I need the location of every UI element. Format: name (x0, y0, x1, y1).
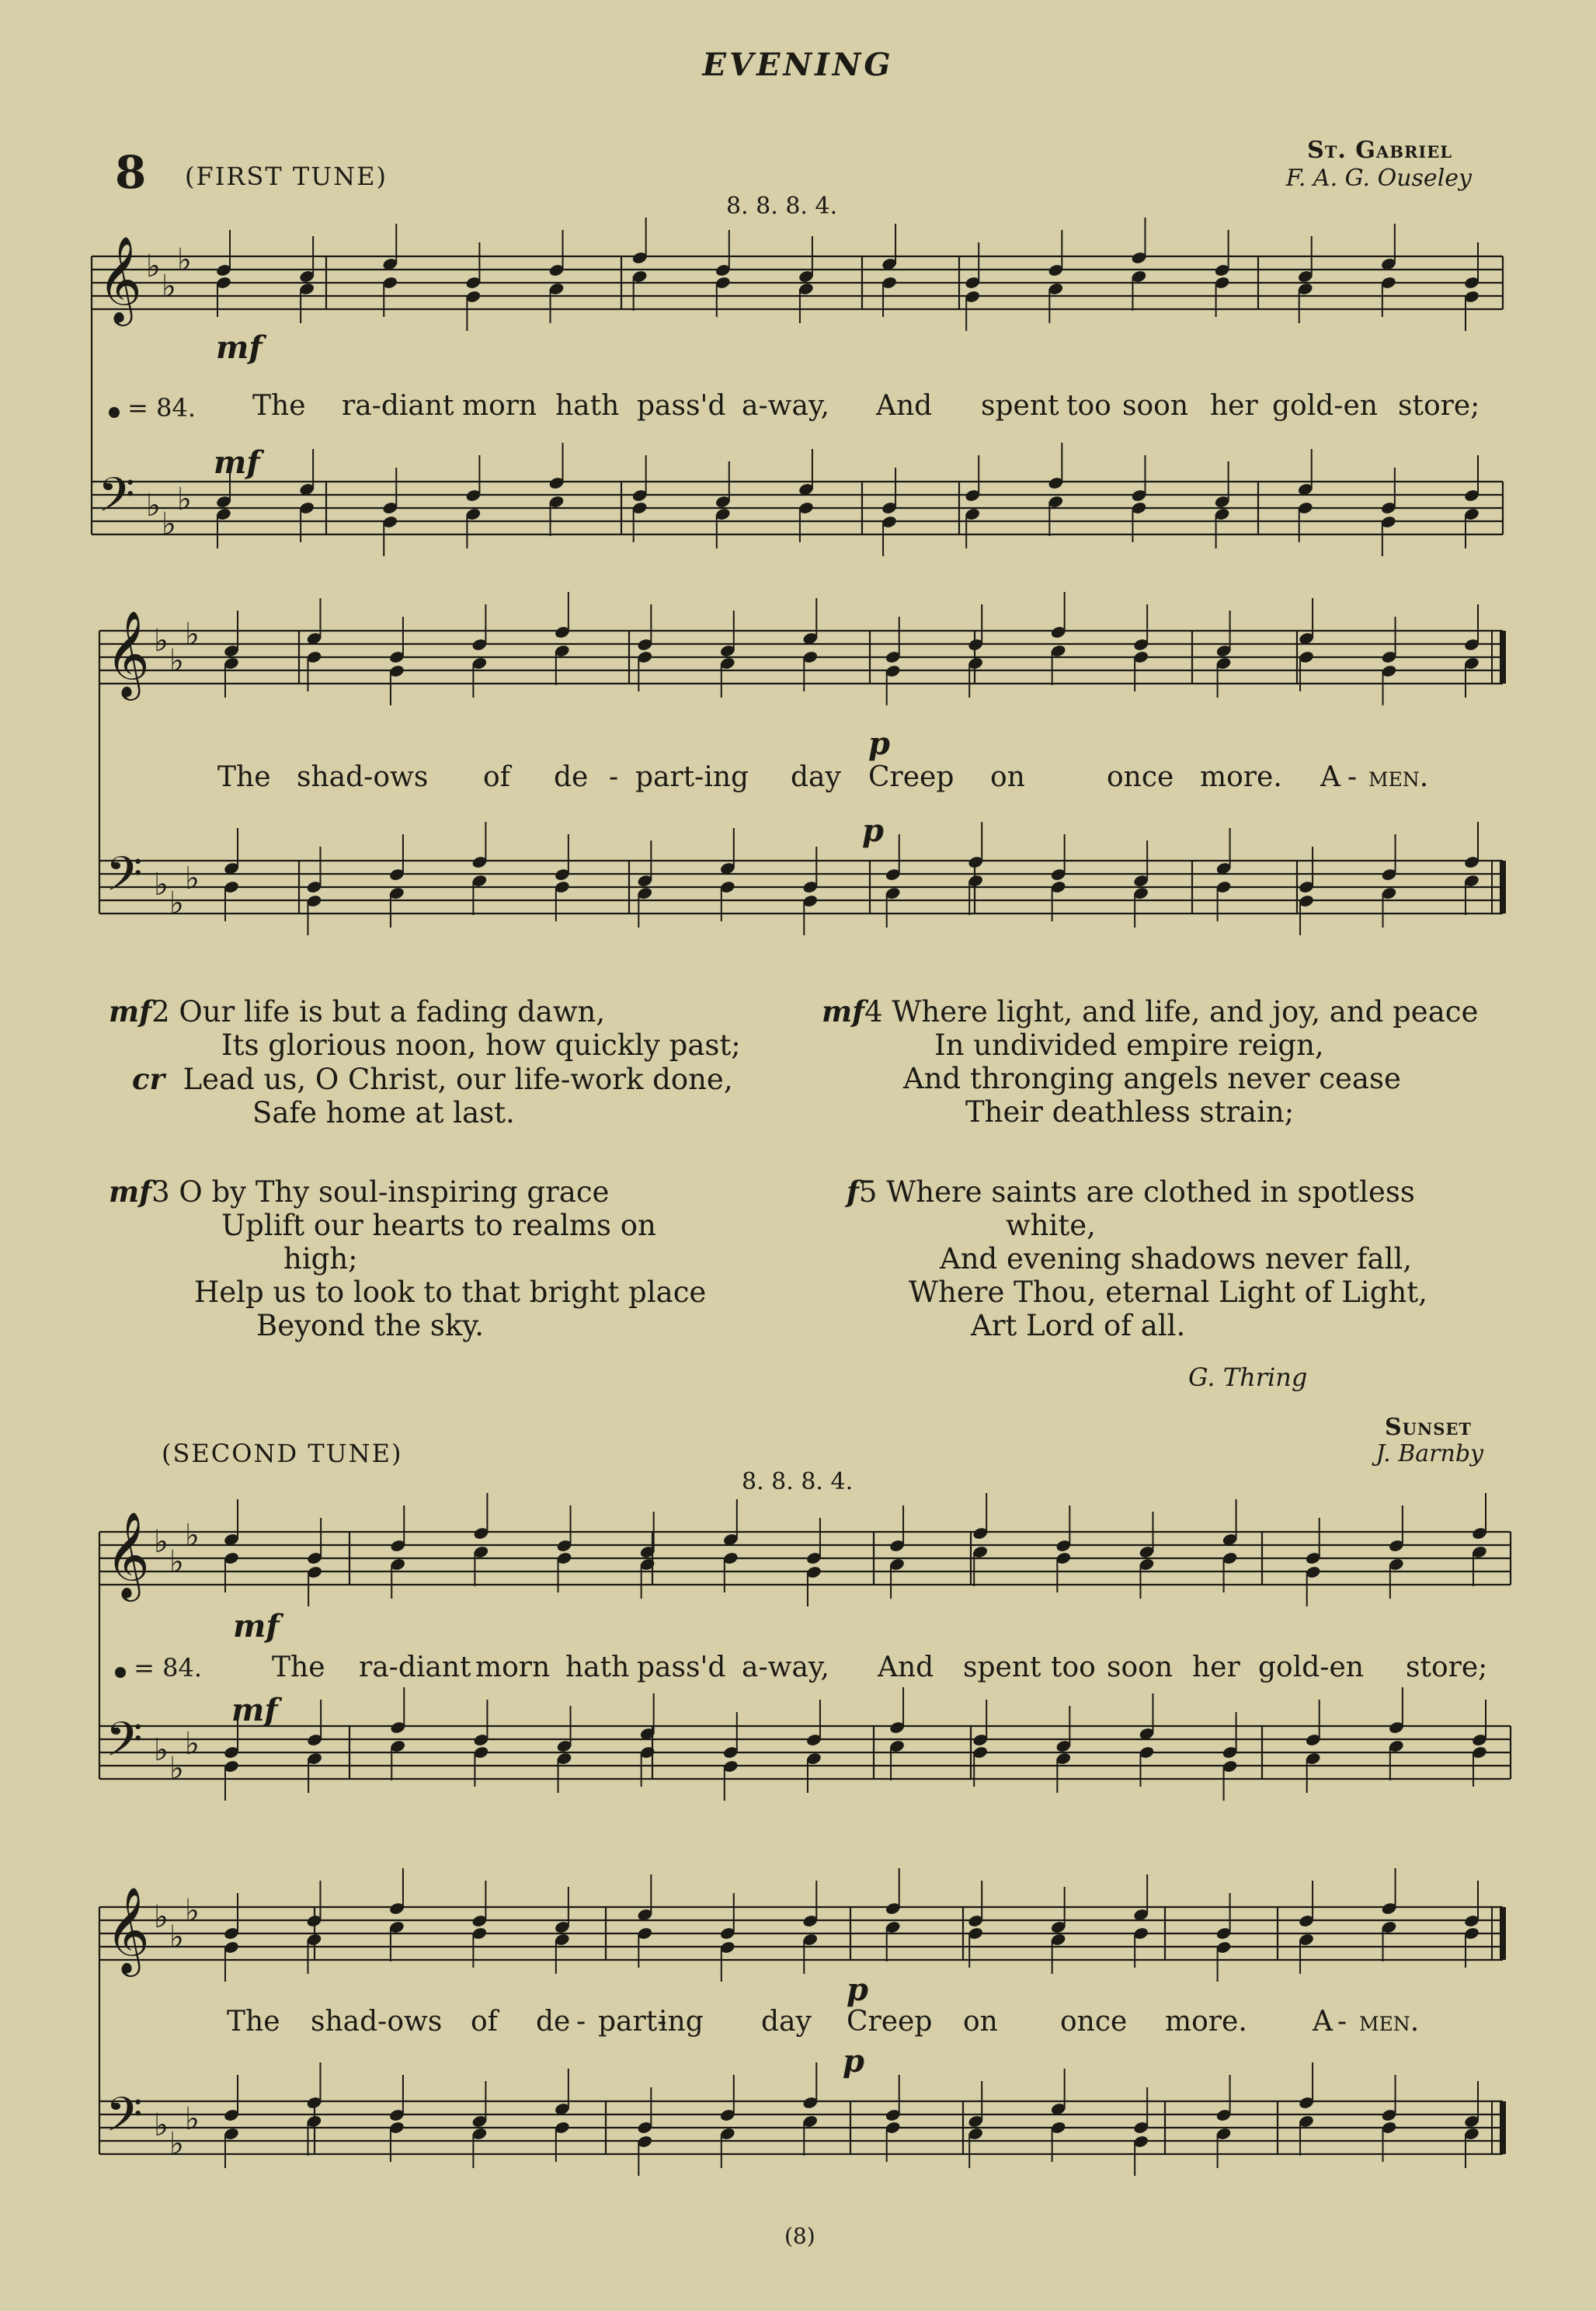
first-tune-composer: F. A. G. Ouseley (1285, 165, 1472, 192)
treble-clef-icon: 𝄞 (106, 1886, 150, 1973)
second-tune-name: Sunset (1385, 1414, 1472, 1441)
flat-icon: ♭ (154, 623, 169, 659)
dynamic-mf-bass: mf (231, 1692, 278, 1728)
bass-clef-icon: 𝄢 (98, 468, 135, 534)
flat-icon: ♭ (185, 2101, 200, 2137)
first-tune-name: St. Gabriel (1307, 137, 1452, 164)
treble-clef-icon: 𝄞 (106, 610, 150, 697)
second-tune-meter: 8. 8. 8. 4. (742, 1468, 854, 1495)
tempo-marking: = 84. (109, 393, 196, 423)
flat-icon: ♭ (177, 482, 192, 517)
flat-icon: ♭ (169, 2126, 184, 2162)
verse-5: f5 Where saints are clothed in spotless white, And evening shadows never fall, Where Thou, eternal Light of Light, Art Lord of all. (847, 1175, 1427, 1342)
flat-icon: ♭ (154, 1524, 169, 1560)
first-tune-label: (FIRST TUNE) (185, 162, 388, 191)
flat-icon: ♭ (154, 1732, 169, 1768)
bass-clef-icon: 𝄢 (106, 1712, 143, 1779)
dynamic-p: p (847, 1972, 868, 2008)
treble-clef-icon: 𝄞 (98, 235, 142, 322)
flat-icon: ♭ (185, 1518, 200, 1554)
dynamic-p-bass: p (862, 813, 884, 849)
second-tune-composer: J. Barnby (1375, 1440, 1483, 1467)
flat-icon: ♭ (185, 1893, 200, 1929)
flat-icon: ♭ (162, 269, 176, 305)
verse-4: mf4 Where light, and life, and joy, and peace In undivided empire reign, And thronging angels never cease Their deathless strain; (822, 994, 1479, 1129)
lyrics-line: The shad-ows of de - part- ing day Creep on once more. A - men. (227, 2006, 1420, 2038)
flat-icon: ♭ (169, 643, 184, 679)
dynamic-mf: mf (216, 329, 263, 366)
flat-icon: ♭ (169, 1751, 184, 1787)
lyrics-line: The ra-diant morn hath pass'd a-way, And spent too soon her gold-en store; (272, 1651, 1488, 1683)
hymn-number: 8 (115, 146, 147, 199)
treble-clef-icon: 𝄞 (106, 1511, 150, 1598)
flat-icon: ♭ (146, 488, 161, 524)
dynamic-p-bass: p (843, 2043, 864, 2080)
flat-icon: ♭ (169, 1544, 184, 1580)
flat-icon: ♭ (154, 867, 169, 903)
hymn-author: G. Thring (1188, 1363, 1308, 1392)
dynamic-mf-bass: mf (214, 444, 260, 481)
page-header: EVENING (702, 47, 894, 83)
flat-icon: ♭ (169, 886, 184, 921)
flat-icon: ♭ (146, 249, 161, 284)
lyrics-line: The shad-ows of de - part-ing day Creep on once more. A - men. (217, 761, 1429, 793)
bass-clef-icon: 𝄢 (106, 847, 143, 914)
flat-icon: ♭ (154, 1899, 169, 1935)
flat-icon: ♭ (169, 1919, 184, 1955)
lyrics-line: The ra-diant morn hath pass'd a-way, And spent too soon her gold-en store; (252, 390, 1480, 422)
flat-icon: ♭ (185, 861, 200, 896)
dynamic-p: p (868, 726, 890, 762)
verse-3: mf3 O by Thy soul-inspiring grace Uplift our hearts to realms on high; Help us to look to that bright place Beyond the sky. (109, 1175, 707, 1342)
bass-clef-icon: 𝄢 (106, 2087, 143, 2154)
flat-icon: ♭ (162, 506, 176, 542)
dynamic-mf: mf (233, 1608, 280, 1644)
flat-icon: ♭ (185, 617, 200, 653)
tempo-marking: = 84. (115, 1653, 202, 1683)
verse-2: mf2 Our life is but a fading dawn, Its glorious noon, how quickly past; cr Lead us, O Christ, our life-work done, Safe home at last. (109, 994, 741, 1129)
flat-icon: ♭ (177, 242, 192, 278)
page-number: (8) (784, 2223, 815, 2249)
flat-icon: ♭ (185, 1726, 200, 1762)
flat-icon: ♭ (154, 2107, 169, 2143)
second-tune-label: (SECOND TUNE) (162, 1439, 403, 1468)
first-tune-meter: 8. 8. 8. 4. (726, 193, 838, 220)
